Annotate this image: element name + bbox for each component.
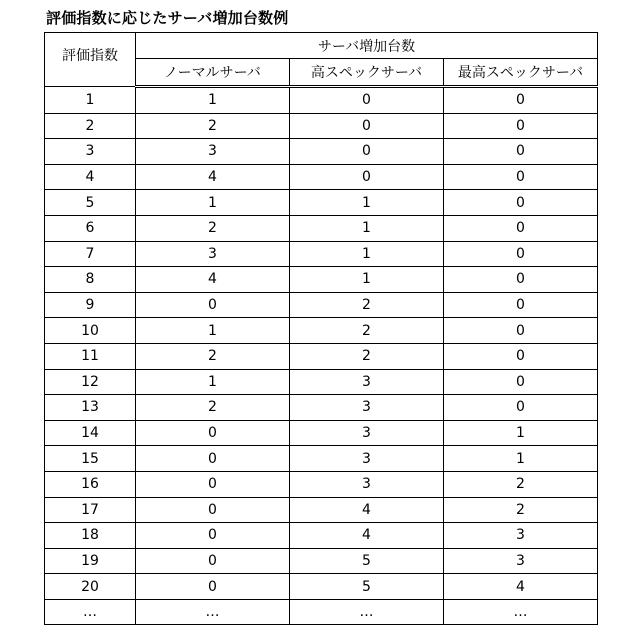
cell-high-spec-server: 4	[290, 523, 444, 549]
cell-top-spec-server: 0	[444, 369, 598, 395]
table-row	[45, 523, 598, 549]
header-normal-server: ノーマルサーバ	[136, 59, 290, 87]
table-row	[45, 471, 598, 497]
cell-evaluation-index: 14	[45, 420, 136, 446]
cell-top-spec-server: 0	[444, 164, 598, 190]
cell-evaluation-index: 16	[45, 471, 136, 497]
cell-top-spec-server: 0	[444, 318, 598, 344]
cell-evaluation-index: 3	[45, 139, 136, 165]
cell-top-spec-server: 3	[444, 548, 598, 574]
table-row	[45, 139, 598, 165]
cell-normal-server: 0	[136, 292, 290, 318]
cell-evaluation-index: 7	[45, 241, 136, 267]
table-row	[45, 599, 598, 625]
cell-evaluation-index: 8	[45, 267, 136, 293]
table-row	[45, 267, 598, 293]
table-title: 評価指数に応じたサーバ増加台数例	[46, 7, 288, 28]
cell-normal-server: 2	[136, 395, 290, 421]
cell-normal-server: 2	[136, 113, 290, 139]
cell-normal-server: 1	[136, 190, 290, 216]
cell-top-spec-server: 0	[444, 215, 598, 241]
cell-evaluation-index: 2	[45, 113, 136, 139]
cell-high-spec-server: 5	[290, 548, 444, 574]
cell-evaluation-index: 10	[45, 318, 136, 344]
cell-normal-server: 0	[136, 548, 290, 574]
table-row	[45, 215, 598, 241]
table-body	[45, 87, 598, 625]
cell-high-spec-server: 3	[290, 420, 444, 446]
cell-top-spec-server: …	[444, 599, 598, 625]
cell-high-spec-server: 1	[290, 190, 444, 216]
table-row	[45, 164, 598, 190]
cell-normal-server: 4	[136, 164, 290, 190]
cell-normal-server: 0	[136, 471, 290, 497]
cell-high-spec-server: 2	[290, 343, 444, 369]
cell-high-spec-server: 4	[290, 497, 444, 523]
cell-high-spec-server: 3	[290, 369, 444, 395]
cell-evaluation-index: 15	[45, 446, 136, 472]
cell-evaluation-index: 12	[45, 369, 136, 395]
cell-normal-server: 1	[136, 318, 290, 344]
cell-top-spec-server: 0	[444, 113, 598, 139]
table-row	[45, 369, 598, 395]
table-row	[45, 420, 598, 446]
cell-top-spec-server: 3	[444, 523, 598, 549]
cell-normal-server: 4	[136, 267, 290, 293]
cell-high-spec-server: 0	[290, 139, 444, 165]
header-high-spec-server: 高スペックサーバ	[290, 59, 444, 87]
cell-top-spec-server: 0	[444, 292, 598, 318]
cell-normal-server: 3	[136, 139, 290, 165]
table-row	[45, 574, 598, 600]
cell-top-spec-server: 4	[444, 574, 598, 600]
cell-high-spec-server: 2	[290, 292, 444, 318]
server-increase-table	[44, 32, 598, 625]
table-row	[45, 497, 598, 523]
cell-normal-server: 0	[136, 497, 290, 523]
cell-high-spec-server: 2	[290, 318, 444, 344]
cell-high-spec-server: 0	[290, 164, 444, 190]
table-row	[45, 318, 598, 344]
cell-high-spec-server: 1	[290, 241, 444, 267]
cell-evaluation-index: 5	[45, 190, 136, 216]
cell-normal-server: 2	[136, 215, 290, 241]
header-server-increase: サーバ増加台数	[136, 33, 598, 59]
cell-normal-server: 0	[136, 446, 290, 472]
cell-evaluation-index: 17	[45, 497, 136, 523]
cell-high-spec-server: …	[290, 599, 444, 625]
cell-high-spec-server: 1	[290, 267, 444, 293]
cell-top-spec-server: 0	[444, 190, 598, 216]
cell-evaluation-index: 20	[45, 574, 136, 600]
header-evaluation-index: 評価指数	[45, 33, 136, 87]
table-header	[45, 33, 598, 87]
table-row	[45, 395, 598, 421]
cell-top-spec-server: 0	[444, 267, 598, 293]
cell-evaluation-index: 11	[45, 343, 136, 369]
table-row	[45, 190, 598, 216]
cell-top-spec-server: 0	[444, 241, 598, 267]
cell-evaluation-index: 4	[45, 164, 136, 190]
cell-evaluation-index: …	[45, 599, 136, 625]
table-row	[45, 113, 598, 139]
cell-evaluation-index: 6	[45, 215, 136, 241]
cell-high-spec-server: 0	[290, 87, 444, 114]
cell-normal-server: 3	[136, 241, 290, 267]
cell-evaluation-index: 18	[45, 523, 136, 549]
cell-evaluation-index: 19	[45, 548, 136, 574]
cell-high-spec-server: 1	[290, 215, 444, 241]
cell-normal-server: 1	[136, 87, 290, 114]
table-row	[45, 548, 598, 574]
cell-top-spec-server: 0	[444, 395, 598, 421]
cell-normal-server: …	[136, 599, 290, 625]
cell-evaluation-index: 9	[45, 292, 136, 318]
header-top-spec-server: 最高スペックサーバ	[444, 59, 598, 87]
cell-top-spec-server: 0	[444, 343, 598, 369]
cell-high-spec-server: 3	[290, 446, 444, 472]
cell-high-spec-server: 5	[290, 574, 444, 600]
cell-evaluation-index: 1	[45, 87, 136, 114]
cell-top-spec-server: 2	[444, 471, 598, 497]
cell-top-spec-server: 2	[444, 497, 598, 523]
cell-normal-server: 2	[136, 343, 290, 369]
cell-top-spec-server: 1	[444, 446, 598, 472]
cell-top-spec-server: 0	[444, 87, 598, 114]
table-row	[45, 292, 598, 318]
cell-normal-server: 0	[136, 574, 290, 600]
cell-normal-server: 0	[136, 420, 290, 446]
cell-normal-server: 1	[136, 369, 290, 395]
table-row	[45, 87, 598, 114]
table-row	[45, 241, 598, 267]
table-row	[45, 446, 598, 472]
cell-high-spec-server: 3	[290, 395, 444, 421]
cell-high-spec-server: 0	[290, 113, 444, 139]
cell-top-spec-server: 0	[444, 139, 598, 165]
cell-normal-server: 0	[136, 523, 290, 549]
table-row	[45, 343, 598, 369]
cell-top-spec-server: 1	[444, 420, 598, 446]
cell-high-spec-server: 3	[290, 471, 444, 497]
cell-evaluation-index: 13	[45, 395, 136, 421]
